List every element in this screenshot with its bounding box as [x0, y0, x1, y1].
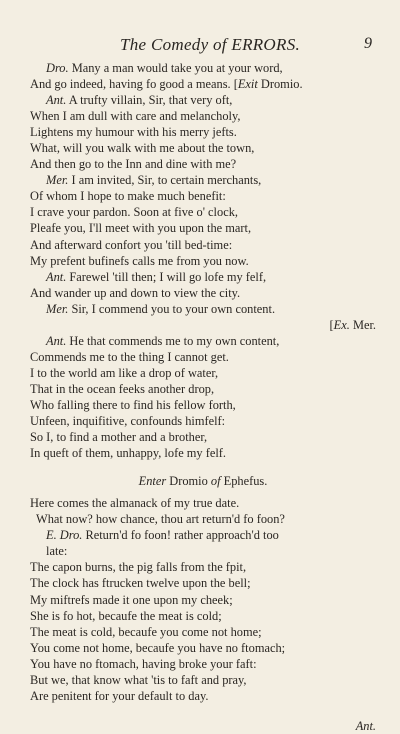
- line-text: And go indeed, having fo good a means. [: [30, 77, 238, 92]
- line-text: Pleafe you, I'll meet with you upon the mart,: [30, 221, 252, 236]
- verse-line: [30, 108, 376, 124]
- verse-line: [30, 76, 376, 92]
- line-text: Who falling there to find his fellow forth,: [30, 397, 236, 412]
- line-text: Commends me to the thing I cannot get.: [30, 349, 229, 364]
- line-text: She is fo hot, becaufe the meat is cold;: [30, 608, 222, 623]
- speaker-name: Ant.: [46, 93, 67, 108]
- line-text: The capon burns, the pig falls from the fpit,: [30, 560, 247, 575]
- line-text: Unfeen, inquifitive, confounds himfelf:: [30, 414, 226, 429]
- line-text: The meat is cold, becaufe you come not home;: [30, 624, 262, 639]
- line-text: And then go to the Inn and dine with me?: [30, 157, 237, 172]
- speaker-name: Mer.: [46, 301, 69, 316]
- line-text: What now? how chance, thou art return'd fo foon?: [36, 512, 285, 527]
- verse-line: [30, 429, 376, 445]
- play-text: [30, 60, 376, 734]
- line-text: But we, that know what 'tis to faft and pray,: [30, 672, 247, 687]
- stage-direction: of: [210, 474, 221, 489]
- stage-direction: Enter: [138, 474, 167, 489]
- line-text: Return'd fo foon! rather approach'd too: [82, 528, 279, 543]
- line-text: My prefent bufinefs calls me from you now.: [30, 253, 249, 268]
- line-text: My miftrefs made it one upon my cheek;: [30, 592, 233, 607]
- speaker-name: Ant.: [46, 269, 67, 284]
- verse-line: [30, 156, 376, 172]
- verse-line: [30, 237, 376, 253]
- line-text: Here comes the almanack of my true date.: [30, 496, 240, 511]
- verse-line: [30, 317, 376, 333]
- stage-direction: Ex.: [333, 317, 350, 332]
- line-text: You come not home, becaufe you have no ftomach;: [30, 640, 286, 655]
- verse-line: [30, 656, 376, 672]
- line-text: The clock has ftrucken twelve upon the bell;: [30, 576, 251, 591]
- verse-line: [30, 527, 376, 543]
- line-text: late:: [46, 544, 68, 559]
- verse-line: [30, 381, 376, 397]
- line-text: Dromio: [166, 474, 211, 489]
- page-number: 9: [364, 35, 372, 52]
- verse-line: [30, 269, 376, 285]
- line-text: Lightens my humour with his merry jefts.: [30, 125, 237, 140]
- verse-line: [30, 172, 376, 188]
- speaker-name: Mer.: [46, 173, 69, 188]
- verse-line: [30, 445, 376, 461]
- verse-line: [30, 413, 376, 429]
- stage-direction-line: [30, 473, 376, 489]
- verse-line: [30, 543, 376, 559]
- verse-line: [30, 92, 376, 108]
- verse-line: [30, 333, 376, 349]
- stanza-gap: [30, 461, 376, 469]
- verse-line: [30, 624, 376, 640]
- verse-line: [30, 511, 376, 527]
- verse-line: [30, 349, 376, 365]
- line-text: When I am dull with care and melancholy,: [30, 109, 241, 124]
- line-text-after: Dromio.: [257, 77, 303, 92]
- verse-line: [30, 640, 376, 656]
- catchword: [30, 718, 376, 734]
- running-title: The Comedy of ERRORS.: [120, 35, 301, 54]
- line-text: What, will you walk with me about the town,: [30, 141, 255, 156]
- line-text-after: Mer.: [349, 317, 376, 332]
- line-text: So I, to find a mother and a brother,: [30, 430, 208, 445]
- verse-line: [30, 397, 376, 413]
- verse-line: [30, 575, 376, 591]
- line-text: And wander up and down to view the city.: [30, 285, 241, 300]
- verse-line: [30, 301, 376, 317]
- speaker-name: E. Dro.: [46, 528, 83, 543]
- verse-line: [30, 672, 376, 688]
- line-text: Many a man would take you at your word,: [68, 61, 283, 75]
- line-text: I am invited, Sir, to certain merchants,: [68, 173, 262, 188]
- line-text: Are penitent for your default to day.: [30, 688, 209, 703]
- line-text: A trufty villain, Sir, that very oft,: [66, 93, 233, 108]
- verse-line: [30, 608, 376, 624]
- line-text: [: [329, 317, 334, 332]
- line-text: You have no ftomach, having broke your faft:: [30, 656, 257, 671]
- speaker-name: Ant.: [355, 718, 376, 733]
- line-text: Of whom I hope to make much benefit:: [30, 189, 226, 204]
- verse-line: [30, 688, 376, 704]
- verse-line: [30, 220, 376, 236]
- speaker-name: Dro.: [46, 61, 69, 75]
- line-text: I crave your pardon. Soon at five o' clock,: [30, 205, 238, 220]
- line-text-after: Ephefus.: [220, 474, 268, 489]
- verse-line: [30, 140, 376, 156]
- verse-line: [30, 559, 376, 575]
- line-text: Farewel 'till then; I will go lofe my felf,: [66, 269, 267, 284]
- verse-line: [30, 124, 376, 140]
- verse-line: [30, 592, 376, 608]
- line-text: In queft of them, unhappy, lofe my felf.: [30, 446, 227, 461]
- line-text: And afterward confort you 'till bed-time:: [30, 237, 233, 252]
- verse-line: [30, 365, 376, 381]
- line-text: He that commends me to my own content,: [66, 333, 280, 348]
- verse-line: [30, 285, 376, 301]
- line-text: Sir, I commend you to your own content.: [68, 301, 276, 316]
- verse-line: [30, 60, 376, 76]
- verse-line: [30, 188, 376, 204]
- speaker-name: Ant.: [46, 333, 67, 348]
- verse-line: [30, 495, 376, 511]
- verse-line: [30, 253, 376, 269]
- verse-line: [30, 204, 376, 220]
- page-header: [0, 35, 400, 57]
- line-text: I to the world am like a drop of water,: [30, 365, 219, 380]
- stage-direction: Exit: [237, 77, 258, 92]
- line-text: That in the ocean feeks another drop,: [30, 381, 215, 396]
